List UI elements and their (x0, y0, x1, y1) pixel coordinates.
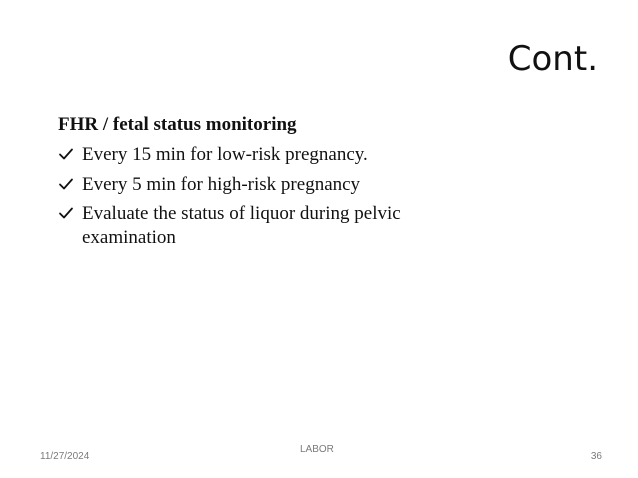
check-icon (58, 145, 74, 161)
check-icon (58, 204, 74, 220)
slide-title: Cont. (507, 39, 598, 79)
page-number: 36 (590, 451, 602, 462)
list-item (58, 143, 498, 167)
slide-content (58, 113, 498, 256)
list-item (58, 173, 498, 197)
section-heading: FHR / fetal status monitoring (58, 114, 297, 135)
list-item-text: Every 5 min for high-risk pregnancy (82, 173, 361, 195)
list-item (58, 202, 498, 250)
list-item-text: Every 15 min for low-risk pregnancy. (82, 143, 368, 165)
check-icon (58, 175, 74, 191)
footer-label: LABOR (300, 444, 334, 455)
footer-date: 11/27/2024 (40, 451, 90, 462)
bullet-list (58, 143, 498, 250)
list-item-text: Evaluate the status of liquor during pelvic examination (82, 203, 401, 248)
